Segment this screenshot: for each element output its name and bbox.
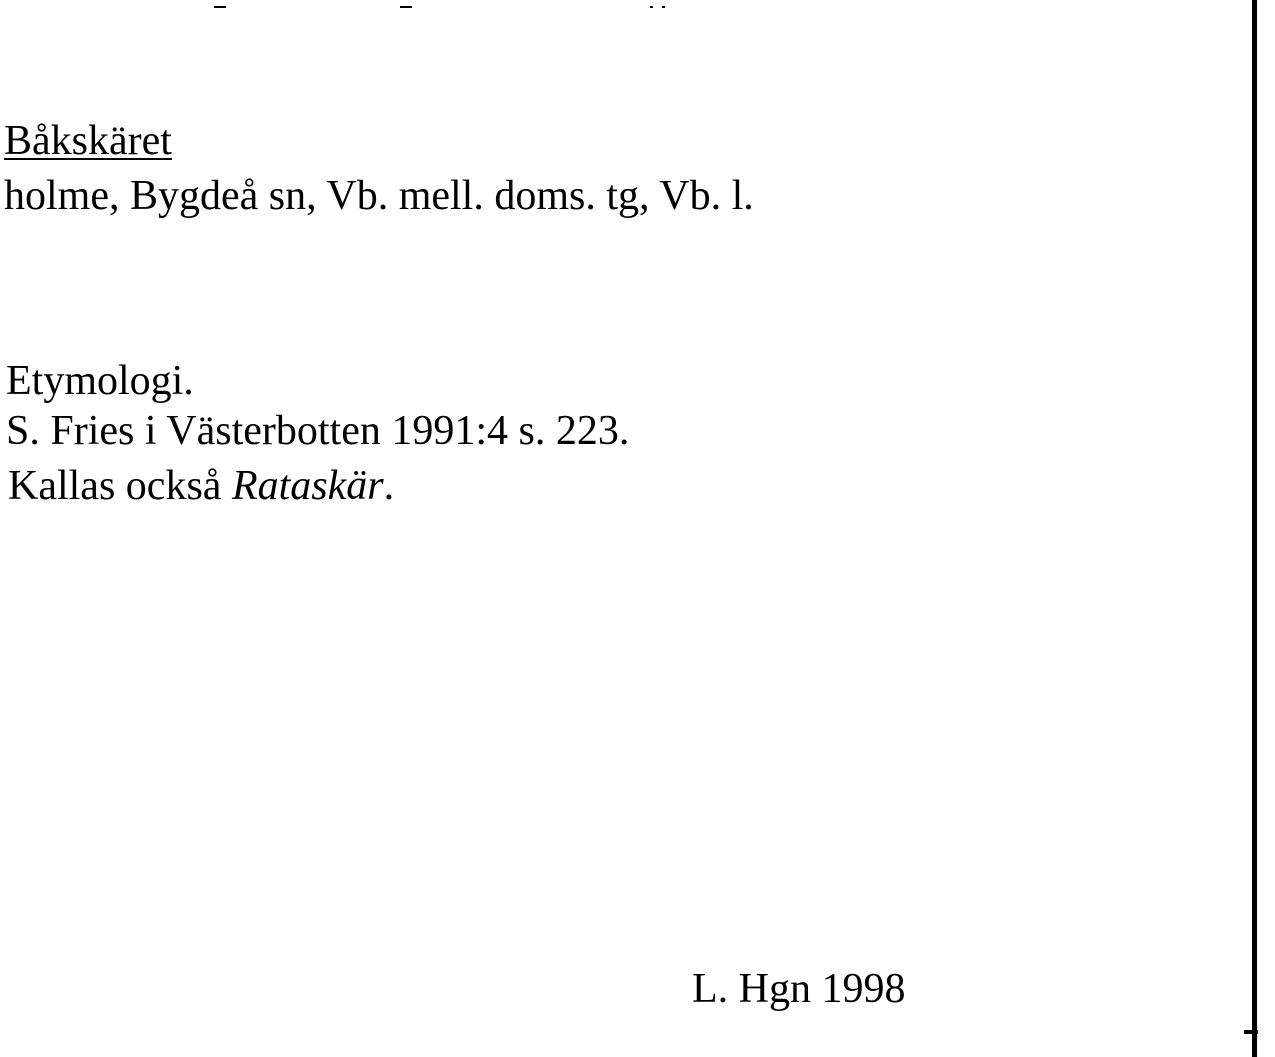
headword: Båkskäret [4, 118, 172, 164]
scan-edge-tick [1244, 1030, 1258, 1034]
scan-speck [662, 6, 665, 8]
etymology-heading: Etymologi. [6, 358, 194, 404]
alternate-name-line [8, 465, 394, 507]
scan-speck [650, 6, 653, 8]
scan-speck [400, 6, 412, 8]
signature: L. Hgn 1998 [692, 966, 906, 1012]
alternate-name-suffix: . [383, 463, 395, 509]
place-description: holme, Bygdeå sn, Vb. mell. doms. tg, Vb. l. [4, 173, 754, 219]
alternate-name: Rataskär [231, 463, 384, 509]
etymology-source: S. Fries i Västerbotten 1991:4 s. 223. [6, 408, 630, 454]
scan-speck [214, 6, 226, 8]
alternate-name-prefix: Kallas också [8, 463, 232, 509]
scan-edge-line [1252, 0, 1257, 1057]
